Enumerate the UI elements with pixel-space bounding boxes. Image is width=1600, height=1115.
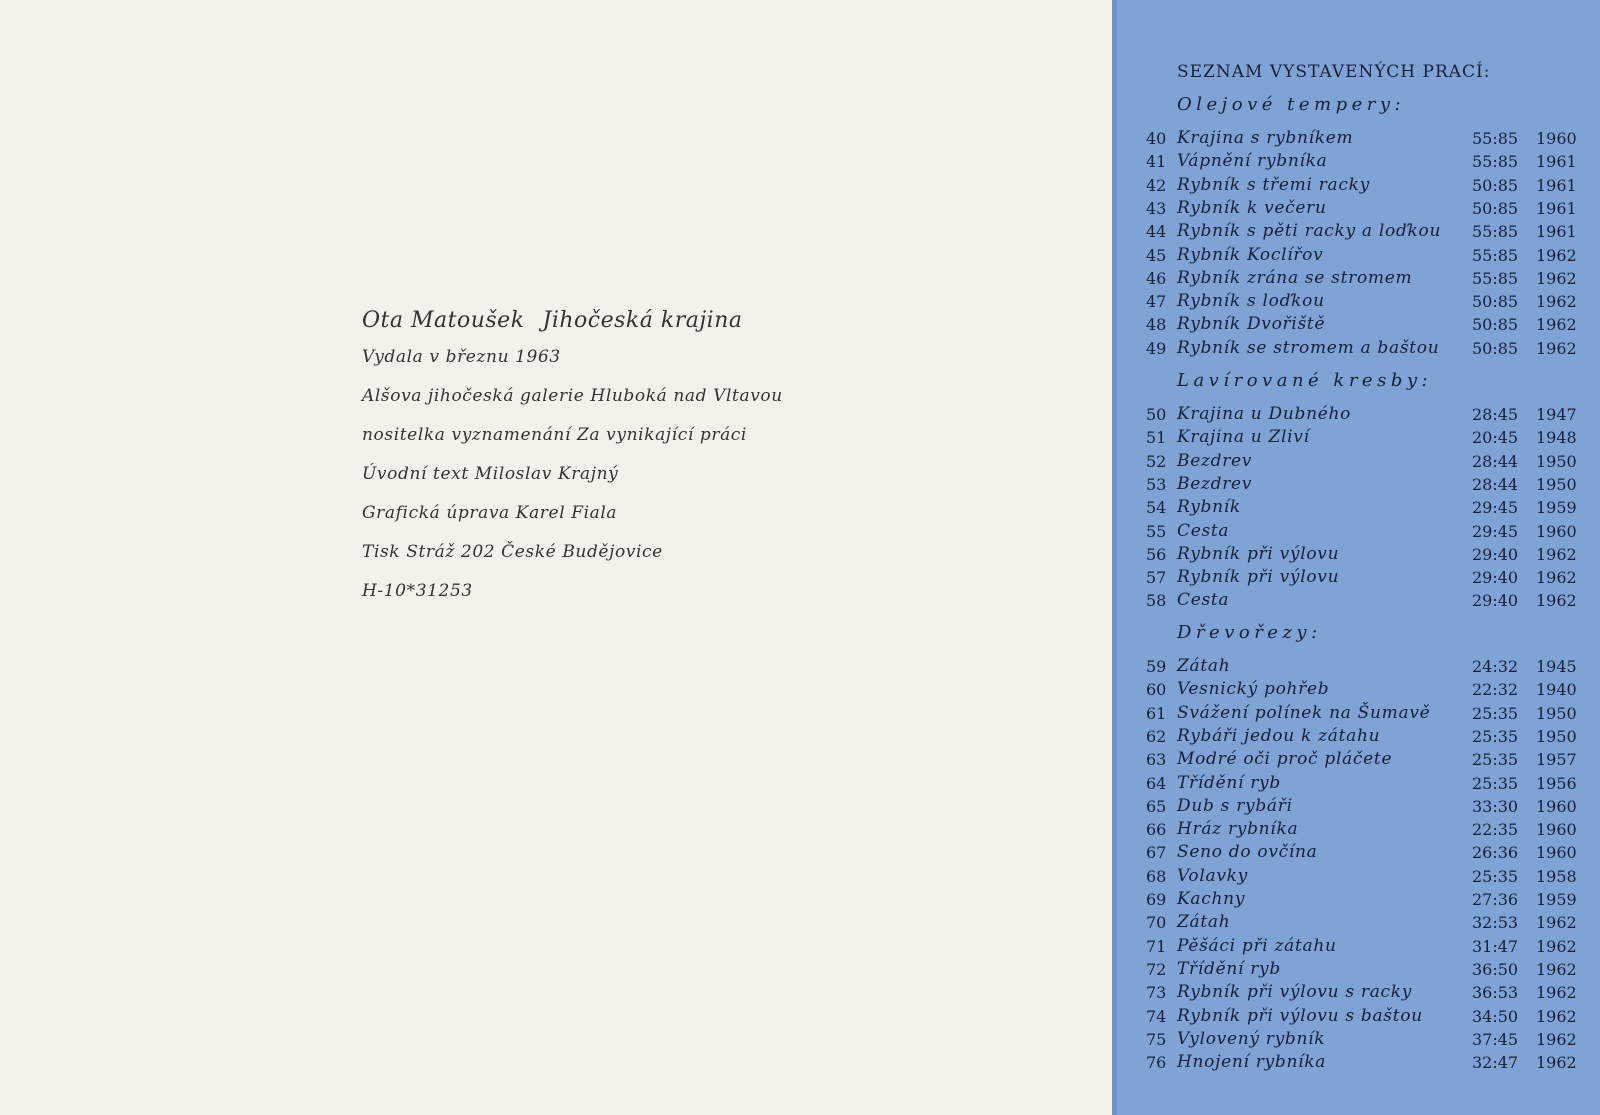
item-size: 20:45 xyxy=(1472,428,1519,448)
item-size: 55:85 xyxy=(1472,152,1519,172)
item-num: 64 xyxy=(1146,773,1167,793)
item-num: 58 xyxy=(1146,591,1167,611)
item-size: 28:44 xyxy=(1472,451,1519,471)
item-title: Cesta xyxy=(1177,520,1230,541)
item-num: 73 xyxy=(1146,983,1167,1003)
item-num: 53 xyxy=(1146,474,1167,494)
list-item xyxy=(1112,174,1600,197)
item-size: 22:35 xyxy=(1472,820,1519,840)
item-size: 50:85 xyxy=(1472,338,1519,358)
list-item xyxy=(1112,337,1600,360)
list-item xyxy=(1112,795,1600,818)
item-year: 1962 xyxy=(1536,245,1577,265)
colophon-line: H-10*31253 xyxy=(362,581,473,601)
item-year: 1960 xyxy=(1536,820,1577,840)
item-size: 25:35 xyxy=(1472,703,1519,723)
item-title: Zátah xyxy=(1177,656,1231,676)
item-year: 1962 xyxy=(1536,292,1577,312)
item-year: 1945 xyxy=(1536,657,1577,676)
item-year: 1959 xyxy=(1536,890,1577,909)
item-title: Cesta xyxy=(1177,590,1230,611)
item-size: 29:45 xyxy=(1472,498,1519,518)
item-num: 69 xyxy=(1146,890,1167,909)
item-num: 76 xyxy=(1146,1053,1167,1073)
item-size: 55:85 xyxy=(1472,129,1519,148)
item-year: 1950 xyxy=(1536,703,1577,723)
list-item xyxy=(1112,958,1600,981)
item-num: 59 xyxy=(1146,657,1167,676)
item-size: 29:40 xyxy=(1472,591,1519,611)
item-num: 49 xyxy=(1146,338,1167,358)
list-item xyxy=(1112,244,1600,267)
item-title: Zátah xyxy=(1177,912,1231,933)
item-num: 67 xyxy=(1146,843,1167,863)
section-heading: Lavírované kresby: xyxy=(1177,370,1433,391)
item-num: 66 xyxy=(1146,820,1167,840)
list-item xyxy=(1112,267,1600,290)
item-size: 37:45 xyxy=(1472,1029,1519,1049)
colophon-title xyxy=(362,308,783,333)
colophon-line: Vydala v březnu 1963 xyxy=(362,347,561,367)
item-year: 1960 xyxy=(1536,843,1577,863)
item-size: 22:32 xyxy=(1472,680,1519,700)
item-num: 40 xyxy=(1146,129,1167,148)
item-year: 1962 xyxy=(1536,1006,1577,1026)
item-num: 48 xyxy=(1146,315,1167,335)
list-item xyxy=(1112,678,1600,701)
item-year: 1959 xyxy=(1536,498,1577,518)
item-title: Modré oči proč pláčete xyxy=(1177,749,1393,770)
item-year: 1961 xyxy=(1536,152,1577,172)
item-num: 75 xyxy=(1146,1029,1167,1049)
list-item xyxy=(1112,220,1600,243)
item-num: 41 xyxy=(1146,152,1167,172)
item-size: 27:36 xyxy=(1472,890,1519,909)
item-size: 55:85 xyxy=(1472,245,1519,265)
item-year: 1958 xyxy=(1536,866,1577,886)
item-year: 1950 xyxy=(1536,451,1577,471)
item-title: Svážení polínek na Šumavě xyxy=(1177,702,1431,723)
item-size: 29:40 xyxy=(1472,568,1519,588)
item-size: 29:40 xyxy=(1472,544,1519,564)
item-title: Vápnění rybníka xyxy=(1177,151,1328,172)
colophon xyxy=(362,308,783,620)
item-year: 1960 xyxy=(1536,129,1577,148)
item-num: 56 xyxy=(1146,544,1167,564)
item-title: Hráz rybníka xyxy=(1177,819,1299,840)
item-size: 50:85 xyxy=(1472,292,1519,312)
item-size: 50:85 xyxy=(1472,198,1519,218)
item-title: Hnojení rybníka xyxy=(1177,1052,1327,1073)
item-title: Krajina s rybníkem xyxy=(1177,128,1354,148)
item-size: 36:50 xyxy=(1472,959,1519,979)
item-num: 52 xyxy=(1146,451,1167,471)
list-item xyxy=(1112,496,1600,519)
item-size: 29:45 xyxy=(1472,521,1519,541)
list-item xyxy=(1112,1028,1600,1051)
item-num: 54 xyxy=(1146,498,1167,518)
item-num: 43 xyxy=(1146,198,1167,218)
item-year: 1962 xyxy=(1536,268,1577,288)
list-item xyxy=(1112,426,1600,449)
item-title: Rybník při výlovu xyxy=(1177,543,1340,564)
colophon-line: Alšova jihočeská galerie Hluboká nad Vltavou xyxy=(362,386,783,406)
item-num: 46 xyxy=(1146,268,1167,288)
item-num: 42 xyxy=(1146,175,1167,195)
item-title: Rybník k večeru xyxy=(1177,197,1327,218)
exhibition-list-heading: SEZNAM VYSTAVENÝCH PRACÍ: xyxy=(1177,62,1491,82)
item-num: 47 xyxy=(1146,292,1167,312)
list-item xyxy=(1112,841,1600,864)
item-year: 1960 xyxy=(1536,796,1577,816)
item-num: 72 xyxy=(1146,959,1167,979)
list-item xyxy=(1112,911,1600,934)
item-year: 1948 xyxy=(1536,428,1577,448)
list-item xyxy=(1112,127,1600,150)
item-size: 32:53 xyxy=(1472,913,1519,933)
item-num: 55 xyxy=(1146,521,1167,541)
list-item xyxy=(1112,818,1600,841)
section-heading: Dřevořezy: xyxy=(1177,622,1322,643)
item-num: 51 xyxy=(1146,428,1167,448)
list-item xyxy=(1112,589,1600,612)
item-year: 1947 xyxy=(1536,405,1577,424)
item-title: Rybník Dvořiště xyxy=(1177,314,1326,335)
item-size: 55:85 xyxy=(1472,222,1519,242)
item-title: Rybník při výlovu s racky xyxy=(1177,982,1413,1003)
list-item xyxy=(1112,290,1600,313)
item-num: 70 xyxy=(1146,913,1167,933)
item-num: 45 xyxy=(1146,245,1167,265)
list-item xyxy=(1112,1005,1600,1028)
item-year: 1940 xyxy=(1536,680,1577,700)
item-year: 1962 xyxy=(1536,983,1577,1003)
item-title: Vesnický pohřeb xyxy=(1177,679,1330,700)
list-item xyxy=(1112,543,1600,566)
list-item xyxy=(1112,313,1600,336)
item-year: 1961 xyxy=(1536,175,1577,195)
list-item xyxy=(1112,450,1600,473)
item-title: Krajina u Zliví xyxy=(1177,427,1310,448)
list-item xyxy=(1112,197,1600,220)
item-year: 1962 xyxy=(1536,913,1577,933)
item-size: 25:35 xyxy=(1472,726,1519,746)
item-title: Rybník při výlovu xyxy=(1177,567,1340,588)
item-title: Bezdrev xyxy=(1177,450,1253,471)
item-size: 25:35 xyxy=(1472,773,1519,793)
item-year: 1962 xyxy=(1536,591,1577,611)
item-year: 1956 xyxy=(1536,773,1577,793)
item-size: 28:44 xyxy=(1472,474,1519,494)
list-item xyxy=(1112,150,1600,173)
item-num: 65 xyxy=(1146,796,1167,816)
item-title: Rybník s loďkou xyxy=(1177,291,1325,312)
list-item xyxy=(1112,888,1600,911)
colophon-line: Tisk Stráž 202 České Budějovice xyxy=(362,542,663,562)
item-size: 32:47 xyxy=(1472,1053,1519,1073)
item-title: Rybník zrána se stromem xyxy=(1177,267,1413,288)
colophon-author: Ota Matoušek xyxy=(362,308,525,333)
list-item xyxy=(1112,566,1600,589)
item-year: 1961 xyxy=(1536,198,1577,218)
item-title: Rybník Koclířov xyxy=(1177,244,1324,265)
item-size: 50:85 xyxy=(1472,175,1519,195)
item-title: Třídění ryb xyxy=(1177,772,1281,793)
item-num: 62 xyxy=(1146,726,1167,746)
item-size: 28:45 xyxy=(1472,405,1519,424)
item-year: 1962 xyxy=(1536,338,1577,358)
list-item xyxy=(1112,748,1600,771)
item-num: 44 xyxy=(1146,222,1167,242)
item-size: 25:35 xyxy=(1472,866,1519,886)
item-num: 74 xyxy=(1146,1006,1167,1026)
item-year: 1962 xyxy=(1536,1029,1577,1049)
colophon-line: Grafická úprava Karel Fiala xyxy=(362,503,618,523)
item-title: Rybník xyxy=(1177,497,1241,518)
item-size: 36:53 xyxy=(1472,983,1519,1003)
item-num: 60 xyxy=(1146,680,1167,700)
item-size: 34:50 xyxy=(1472,1006,1519,1026)
item-num: 50 xyxy=(1146,405,1167,424)
item-title: Dub s rybáři xyxy=(1177,795,1293,816)
list-item xyxy=(1112,725,1600,748)
list-item xyxy=(1112,981,1600,1004)
item-size: 24:32 xyxy=(1472,657,1519,676)
item-year: 1962 xyxy=(1536,936,1577,956)
colophon-line: nositelka vyznamenání Za vynikající práci xyxy=(362,425,747,445)
item-title: Kachny xyxy=(1177,889,1246,909)
colophon-line: Úvodní text Miloslav Krajný xyxy=(362,464,619,484)
item-num: 68 xyxy=(1146,866,1167,886)
item-year: 1962 xyxy=(1536,544,1577,564)
item-num: 71 xyxy=(1146,936,1167,956)
list-item xyxy=(1112,1051,1600,1074)
item-year: 1962 xyxy=(1536,1053,1577,1073)
item-year: 1962 xyxy=(1536,568,1577,588)
list-item xyxy=(1112,655,1600,678)
item-year: 1960 xyxy=(1536,521,1577,541)
list-item xyxy=(1112,403,1600,426)
item-size: 33:30 xyxy=(1472,796,1519,816)
item-size: 55:85 xyxy=(1472,268,1519,288)
item-num: 61 xyxy=(1146,703,1167,723)
item-size: 26:36 xyxy=(1472,843,1519,863)
item-title: Krajina u Dubného xyxy=(1177,404,1352,424)
list-item xyxy=(1112,702,1600,725)
item-size: 31:47 xyxy=(1472,936,1519,956)
item-size: 25:35 xyxy=(1472,750,1519,770)
item-title: Volavky xyxy=(1177,865,1248,886)
item-title: Rybník s třemi racky xyxy=(1177,174,1370,195)
item-title: Bezdrev xyxy=(1177,473,1253,494)
item-title: Rybník při výlovu s baštou xyxy=(1177,1005,1423,1026)
item-num: 57 xyxy=(1146,568,1167,588)
list-item xyxy=(1112,473,1600,496)
exhibition-list-page xyxy=(1112,0,1600,1115)
item-year: 1957 xyxy=(1536,750,1577,770)
item-year: 1962 xyxy=(1536,315,1577,335)
item-title: Rybáři jedou k zátahu xyxy=(1177,725,1381,746)
section-heading: Olejové tempery: xyxy=(1177,94,1406,115)
item-year: 1962 xyxy=(1536,959,1577,979)
list-item xyxy=(1112,935,1600,958)
colophon-book-title: Jihočeská krajina xyxy=(542,308,743,333)
item-num: 63 xyxy=(1146,750,1167,770)
list-item xyxy=(1112,772,1600,795)
item-title: Rybník s pěti racky a loďkou xyxy=(1177,221,1442,242)
item-year: 1950 xyxy=(1536,726,1577,746)
item-title: Vylovený rybník xyxy=(1177,1028,1326,1049)
item-year: 1950 xyxy=(1536,474,1577,494)
item-size: 50:85 xyxy=(1472,315,1519,335)
item-year: 1961 xyxy=(1536,222,1577,242)
item-title: Pěšáci při zátahu xyxy=(1177,935,1337,956)
item-title: Seno do ovčína xyxy=(1177,842,1318,863)
item-title: Rybník se stromem a baštou xyxy=(1177,337,1440,358)
list-item xyxy=(1112,865,1600,888)
list-item xyxy=(1112,520,1600,543)
item-title: Třídění ryb xyxy=(1177,958,1281,979)
